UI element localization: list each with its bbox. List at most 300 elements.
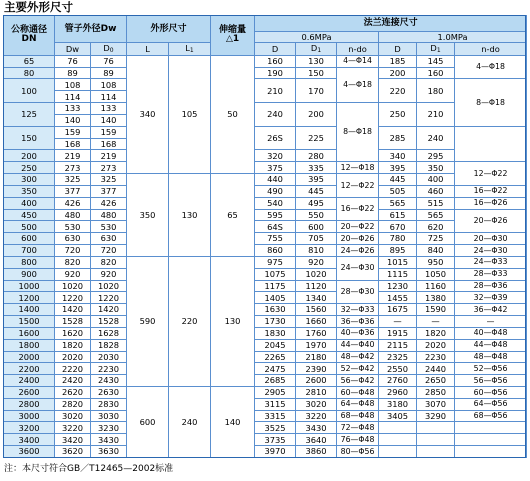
dn-cell: 1000 — [4, 280, 55, 292]
d0-cell: 1528 — [91, 316, 127, 328]
flange-06-D-cell: 755 — [255, 233, 296, 245]
dw-cell: 1420 — [55, 304, 91, 316]
dn-cell: 3000 — [4, 410, 55, 422]
flange-10-ndo-cell: 24—Φ30 — [455, 245, 527, 257]
header-dw: Dw — [55, 43, 91, 56]
flange-10-D1-cell: 145 — [417, 55, 455, 67]
flange-06-D-cell: 1075 — [255, 268, 296, 280]
flange-06-D-cell: 2685 — [255, 375, 296, 387]
flange-10-ndo-cell: 60—Φ56 — [455, 386, 527, 398]
dn-cell: 600 — [4, 233, 55, 245]
header-p10: 1.0MPa — [379, 32, 527, 43]
dw-cell: 630 — [55, 233, 91, 245]
dn-cell: 2600 — [4, 386, 55, 398]
d0-cell: 2430 — [91, 375, 127, 387]
dn-cell: 3600 — [4, 446, 55, 458]
flange-10-D1-cell: — — [417, 316, 455, 328]
flange-06-D-cell: 490 — [255, 185, 296, 197]
header-L1-main: L — [185, 42, 190, 53]
dw-cell: 2220 — [55, 363, 91, 375]
dn-cell: 700 — [4, 245, 55, 257]
dn-cell: 1600 — [4, 327, 55, 339]
flange-10-ndo-cell: 12—Φ22 — [455, 162, 527, 186]
flange-06-D1-cell: 705 — [296, 233, 337, 245]
flange-06-D-cell: 860 — [255, 245, 296, 257]
standard-note: 注：本尺寸符合GB／T12465—2002标准 — [4, 464, 174, 474]
flange-10-D1-cell: 950 — [417, 256, 455, 268]
flange-10-D-cell: 2550 — [379, 363, 417, 375]
dw-cell: 1528 — [55, 316, 91, 328]
flange-10-D-cell: — — [379, 316, 417, 328]
flange-10-D1-cell: 1050 — [417, 268, 455, 280]
flange-06-D1-cell: 495 — [296, 197, 337, 209]
dw-cell: 480 — [55, 209, 91, 221]
flange-10-ndo-cell: 16—Φ26 — [455, 197, 527, 209]
flange-10-D-cell: 395 — [379, 162, 417, 174]
flange-06-ndo-cell: 44—Φ40 — [337, 339, 379, 351]
dw-cell: 2820 — [55, 398, 91, 410]
flange-06-D1-cell: 2180 — [296, 351, 337, 363]
flange-06-ndo-cell: 16—Φ22 — [337, 197, 379, 221]
flange-10-ndo-cell: 44—Φ48 — [455, 339, 527, 351]
flange-06-D1-cell: 1660 — [296, 316, 337, 328]
flange-06-D1-cell: 2390 — [296, 363, 337, 375]
d0-cell: 108 — [91, 79, 127, 91]
length-L1-cell: 220 — [169, 256, 211, 386]
flange-06-ndo-cell: 76—Φ48 — [337, 434, 379, 446]
flange-10-D-cell: 565 — [379, 197, 417, 209]
dw-cell: 114 — [55, 91, 91, 103]
flange-06-D-cell: 540 — [255, 197, 296, 209]
flange-10-D1-cell: 565 — [417, 209, 455, 221]
dw-cell: 3420 — [55, 434, 91, 446]
flange-10-D1-cell: 725 — [417, 233, 455, 245]
dw-cell: 140 — [55, 114, 91, 126]
flange-10-D1-cell: 160 — [417, 67, 455, 79]
flange-10-D-cell: 340 — [379, 150, 417, 162]
flange-10-D1-cell: 3290 — [417, 410, 455, 422]
flange-06-D-cell: 64S — [255, 221, 296, 233]
length-L-cell: 590 — [127, 256, 169, 386]
flange-06-D1-cell: 1120 — [296, 280, 337, 292]
flange-06-ndo-cell: 12—Φ22 — [337, 174, 379, 198]
flange-06-D1-cell: 1560 — [296, 304, 337, 316]
flange-06-D1-cell: 335 — [296, 162, 337, 174]
flange-10-D1-cell: 515 — [417, 197, 455, 209]
flange-10-D1-cell: 620 — [417, 221, 455, 233]
flange-06-D-cell: 2905 — [255, 386, 296, 398]
flange-10-D-cell: 220 — [379, 79, 417, 103]
dn-cell: 80 — [4, 67, 55, 79]
flange-06-ndo-cell: 20—Φ22 — [337, 221, 379, 233]
dw-cell: 1220 — [55, 292, 91, 304]
header-d0-subscript: 0 — [109, 46, 114, 54]
flange-06-D-cell: 3525 — [255, 422, 296, 434]
flange-10-D-cell: 2325 — [379, 351, 417, 363]
d0-cell: 3630 — [91, 446, 127, 458]
expansion-cell: 130 — [211, 256, 255, 386]
flange-06-D-cell: 3970 — [255, 446, 296, 458]
flange-06-ndo-cell: 12—Φ18 — [337, 162, 379, 174]
dw-cell: 2020 — [55, 351, 91, 363]
d0-cell: 480 — [91, 209, 127, 221]
flange-10-D1-cell: 295 — [417, 150, 455, 162]
flange-06-D1-cell: 1970 — [296, 339, 337, 351]
flange-10-D1-cell: 210 — [417, 103, 455, 127]
dn-cell: 500 — [4, 221, 55, 233]
d0-cell: 820 — [91, 256, 127, 268]
flange-10-D1-cell: 2650 — [417, 375, 455, 387]
d0-cell: 219 — [91, 150, 127, 162]
flange-06-D1-cell: 920 — [296, 256, 337, 268]
flange-06-D-cell: 190 — [255, 67, 296, 79]
flange-10-D1-cell: 2850 — [417, 386, 455, 398]
flange-06-D1-cell: 3020 — [296, 398, 337, 410]
flange-06-ndo-cell: 64—Φ48 — [337, 398, 379, 410]
flange-06-D1-cell: 600 — [296, 221, 337, 233]
dn-cell: 300 — [4, 174, 55, 186]
dw-cell: 920 — [55, 268, 91, 280]
flange-06-D-cell: 1630 — [255, 304, 296, 316]
flange-10-ndo-cell: 24—Φ33 — [455, 256, 527, 268]
flange-10-ndo-cell: 28—Φ33 — [455, 268, 527, 280]
d0-cell: 2230 — [91, 363, 127, 375]
header-pipe: 管子外径Dw — [55, 16, 127, 43]
flange-06-D1-cell: 3860 — [296, 446, 337, 458]
d0-cell: 140 — [91, 114, 127, 126]
flange-06-ndo-cell: 60—Φ48 — [337, 386, 379, 398]
flange-10-D-cell: 1915 — [379, 327, 417, 339]
flange-10-D1-cell: 3070 — [417, 398, 455, 410]
flange-06-ndo-cell: 72—Φ48 — [337, 422, 379, 434]
dn-cell: 3200 — [4, 422, 55, 434]
flange-10-D1-cell: 2440 — [417, 363, 455, 375]
header-L1-subscript: 1 — [189, 46, 194, 54]
flange-10-D-cell: 285 — [379, 126, 417, 150]
dw-cell: 3620 — [55, 446, 91, 458]
table-frame — [3, 15, 526, 458]
dw-cell: 530 — [55, 221, 91, 233]
header-ndo-10: n-do — [455, 43, 527, 56]
flange-06-D-cell: 160 — [255, 55, 296, 67]
d0-cell: 920 — [91, 268, 127, 280]
flange-10-D-cell: 1675 — [379, 304, 417, 316]
flange-06-D-cell: 3115 — [255, 398, 296, 410]
flange-06-D1-cell: 225 — [296, 126, 337, 150]
header-dn-label: 公称通径 — [10, 25, 47, 36]
flange-10-D-cell: 250 — [379, 103, 417, 127]
header-D-10: D — [379, 43, 417, 56]
length-L1-cell: 130 — [169, 174, 211, 257]
dn-cell: 2400 — [4, 375, 55, 387]
d0-cell: 1220 — [91, 292, 127, 304]
flange-10-ndo-cell: 56—Φ56 — [455, 375, 527, 387]
flange-10-D-cell: 505 — [379, 185, 417, 197]
dw-cell: 76 — [55, 55, 91, 67]
flange-10-D-cell: 2960 — [379, 386, 417, 398]
dw-cell: 325 — [55, 174, 91, 186]
flange-10-ndo-cell: 52—Φ56 — [455, 363, 527, 375]
expansion-cell: 140 — [211, 386, 255, 457]
flange-06-D-cell: 2045 — [255, 339, 296, 351]
flange-06-ndo-cell: 32—Φ33 — [337, 304, 379, 316]
flange-06-D1-cell: 3430 — [296, 422, 337, 434]
flange-10-ndo-cell: 68—Φ56 — [455, 410, 527, 422]
flange-06-D1-cell: 2600 — [296, 375, 337, 387]
flange-06-D1-cell: 550 — [296, 209, 337, 221]
flange-06-ndo-cell: 4—Φ14 — [337, 55, 379, 67]
d0-cell: 2630 — [91, 386, 127, 398]
flange-10-D-cell: 1015 — [379, 256, 417, 268]
dw-cell: 377 — [55, 185, 91, 197]
flange-06-ndo-cell: 56—Φ42 — [337, 375, 379, 387]
flange-06-ndo-cell: 80—Φ56 — [337, 446, 379, 458]
flange-06-D-cell: 1175 — [255, 280, 296, 292]
d0-cell: 325 — [91, 174, 127, 186]
d0-cell: 76 — [91, 55, 127, 67]
d0-cell: 89 — [91, 67, 127, 79]
d0-cell: 2830 — [91, 398, 127, 410]
flange-06-D-cell: 440 — [255, 174, 296, 186]
flange-06-D1-cell: 1020 — [296, 268, 337, 280]
flange-06-ndo-cell: 24—Φ30 — [337, 256, 379, 280]
header-D-06: D — [255, 43, 296, 56]
header-dn-sub: DN — [21, 34, 37, 45]
d0-cell: 1628 — [91, 327, 127, 339]
flange-06-D-cell: 1730 — [255, 316, 296, 328]
d0-cell: 426 — [91, 197, 127, 209]
d0-cell: 114 — [91, 91, 127, 103]
length-L-cell: 340 — [127, 55, 169, 173]
flange-10-ndo-cell: 4—Φ18 — [455, 55, 527, 79]
d0-cell: 720 — [91, 245, 127, 257]
d0-cell: 1420 — [91, 304, 127, 316]
d0-cell: 2030 — [91, 351, 127, 363]
dn-cell: 350 — [4, 185, 55, 197]
flange-06-D1-cell: 280 — [296, 150, 337, 162]
flange-10-D-cell: 3405 — [379, 410, 417, 422]
d0-cell: 1828 — [91, 339, 127, 351]
header-D1-10-subscript: 1 — [436, 46, 441, 54]
dn-cell: 200 — [4, 150, 55, 162]
flange-10-D-cell: 2115 — [379, 339, 417, 351]
flange-06-D1-cell: 150 — [296, 67, 337, 79]
header-flange: 法兰连接尺寸 — [255, 16, 527, 32]
flange-10-ndo-cell: 8—Φ18 — [455, 79, 527, 126]
flange-06-D-cell: 210 — [255, 79, 296, 103]
d0-cell: 273 — [91, 162, 127, 174]
flange-06-D1-cell: 1760 — [296, 327, 337, 339]
dn-cell: 2200 — [4, 363, 55, 375]
flange-06-D-cell: 2475 — [255, 363, 296, 375]
dn-cell: 150 — [4, 126, 55, 150]
dn-cell: 2800 — [4, 398, 55, 410]
flange-10-ndo-cell: 32—Φ39 — [455, 292, 527, 304]
flange-10-D1-cell: 400 — [417, 174, 455, 186]
dw-cell: 1820 — [55, 339, 91, 351]
flange-06-ndo-cell: 48—Φ42 — [337, 351, 379, 363]
flange-06-D1-cell: 395 — [296, 174, 337, 186]
flange-06-D-cell: 975 — [255, 256, 296, 268]
dn-cell: 65 — [4, 55, 55, 67]
flange-06-ndo-cell: 28—Φ30 — [337, 280, 379, 304]
d0-cell: 3430 — [91, 434, 127, 446]
flange-10-D1-cell: 180 — [417, 79, 455, 103]
flange-06-D-cell: 240 — [255, 103, 296, 127]
header-outline: 外形尺寸 — [127, 16, 211, 43]
flange-06-D1-cell: 3220 — [296, 410, 337, 422]
header-d0-main: D — [103, 42, 110, 53]
flange-10-ndo-cell: 20—Φ30 — [455, 233, 527, 245]
flange-06-ndo-cell: 20—Φ26 — [337, 233, 379, 245]
d0-cell: 3230 — [91, 422, 127, 434]
flange-06-D1-cell: 810 — [296, 245, 337, 257]
flange-06-D1-cell: 1340 — [296, 292, 337, 304]
dw-cell: 1020 — [55, 280, 91, 292]
dw-cell: 159 — [55, 126, 91, 138]
flange-10-ndo-cell: 48—Φ48 — [455, 351, 527, 363]
header-D1-06-main: D — [310, 42, 318, 53]
flange-06-D1-cell: 200 — [296, 103, 337, 127]
flange-10-D-cell: 615 — [379, 209, 417, 221]
flange-10-D1-cell: 460 — [417, 185, 455, 197]
dw-cell: 426 — [55, 197, 91, 209]
length-L-cell: 600 — [127, 386, 169, 457]
dn-cell: 450 — [4, 209, 55, 221]
dn-cell: 250 — [4, 162, 55, 174]
dn-cell: 100 — [4, 79, 55, 103]
flange-06-D-cell: 2265 — [255, 351, 296, 363]
flange-06-ndo-cell: 8—Φ18 — [337, 103, 379, 162]
flange-06-D-cell: 1405 — [255, 292, 296, 304]
flange-10-D-cell: 670 — [379, 221, 417, 233]
flange-06-D-cell: 3735 — [255, 434, 296, 446]
flange-10-D1-cell: 1160 — [417, 280, 455, 292]
d0-cell: 630 — [91, 233, 127, 245]
flange-06-D-cell: 595 — [255, 209, 296, 221]
flange-06-ndo-cell: 36—Φ36 — [337, 316, 379, 328]
flange-10-D1-cell: 840 — [417, 245, 455, 257]
flange-10-D1-cell: 1590 — [417, 304, 455, 316]
d0-cell: 133 — [91, 103, 127, 115]
flange-10-ndo-cell: 20—Φ26 — [455, 209, 527, 233]
flange-06-D1-cell: 130 — [296, 55, 337, 67]
dn-cell: 1200 — [4, 292, 55, 304]
flange-06-ndo-cell: 52—Φ42 — [337, 363, 379, 375]
flange-10-ndo-cell: 16—Φ22 — [455, 185, 527, 197]
flange-10-D-cell: 185 — [379, 55, 417, 67]
flange-10-D1-cell: 350 — [417, 162, 455, 174]
header-expansion-sub: △1 — [225, 34, 240, 45]
flange-06-ndo-cell: 68—Φ48 — [337, 410, 379, 422]
flange-10-D-cell: 1455 — [379, 292, 417, 304]
dw-cell: 2620 — [55, 386, 91, 398]
d0-cell: 3030 — [91, 410, 127, 422]
flange-06-D-cell: 375 — [255, 162, 296, 174]
dw-cell: 273 — [55, 162, 91, 174]
flange-06-D1-cell: 3640 — [296, 434, 337, 446]
dn-cell: 125 — [4, 103, 55, 127]
flange-10-ndo-cell: 36—Φ42 — [455, 304, 527, 316]
d0-cell: 168 — [91, 138, 127, 150]
flange-06-D-cell: 3315 — [255, 410, 296, 422]
length-L1-cell: 105 — [169, 55, 211, 173]
dw-cell: 3220 — [55, 422, 91, 434]
flange-10-D-cell: 1230 — [379, 280, 417, 292]
flange-06-D-cell: 320 — [255, 150, 296, 162]
dw-cell: 168 — [55, 138, 91, 150]
flange-10-ndo-cell: 40—Φ48 — [455, 327, 527, 339]
dn-cell: 400 — [4, 197, 55, 209]
dn-cell: 1800 — [4, 339, 55, 351]
flange-06-ndo-cell: 24—Φ26 — [337, 245, 379, 257]
flange-06-ndo-cell: 40—Φ36 — [337, 327, 379, 339]
dw-cell: 820 — [55, 256, 91, 268]
header-expansion-label: 伸缩量 — [219, 25, 247, 36]
dw-cell: 108 — [55, 79, 91, 91]
dw-cell: 3020 — [55, 410, 91, 422]
flange-10-D1-cell: 2020 — [417, 339, 455, 351]
flange-10-D-cell: 780 — [379, 233, 417, 245]
header-D1-06-subscript: 1 — [317, 46, 322, 54]
flange-10-D-cell: 3180 — [379, 398, 417, 410]
dn-cell: 1500 — [4, 316, 55, 328]
dn-cell: 900 — [4, 268, 55, 280]
flange-10-D1-cell: 2230 — [417, 351, 455, 363]
flange-10-D1-cell: 240 — [417, 126, 455, 150]
flange-06-D1-cell: 445 — [296, 185, 337, 197]
header-ndo-06: n-do — [337, 43, 379, 56]
d0-cell: 530 — [91, 221, 127, 233]
dw-cell: 720 — [55, 245, 91, 257]
flange-10-D-cell: 445 — [379, 174, 417, 186]
dn-cell: 3400 — [4, 434, 55, 446]
dn-cell: 800 — [4, 256, 55, 268]
dn-cell: 2000 — [4, 351, 55, 363]
dw-cell: 2420 — [55, 375, 91, 387]
flange-06-ndo-cell: 4—Φ18 — [337, 67, 379, 102]
flange-10-D-cell: 895 — [379, 245, 417, 257]
header-D1-10-main: D — [430, 42, 437, 53]
flange-10-D1-cell: 1380 — [417, 292, 455, 304]
d0-cell: 1020 — [91, 280, 127, 292]
flange-10-D-cell: 2760 — [379, 375, 417, 387]
dw-cell: 133 — [55, 103, 91, 115]
d0-cell: 159 — [91, 126, 127, 138]
flange-10-D-cell: 200 — [379, 67, 417, 79]
flange-10-ndo-cell: — — [455, 316, 527, 328]
flange-06-D-cell: 26S — [255, 126, 296, 150]
dn-cell: 1400 — [4, 304, 55, 316]
page-title: 主要外形尺寸 — [4, 0, 73, 14]
header-L: L — [127, 43, 169, 56]
flange-10-ndo-cell: 28—Φ36 — [455, 280, 527, 292]
dw-cell: 219 — [55, 150, 91, 162]
flange-06-D1-cell: 170 — [296, 79, 337, 103]
expansion-cell: 65 — [211, 174, 255, 257]
dw-cell: 1620 — [55, 327, 91, 339]
header-p06: 0.6MPa — [255, 32, 379, 43]
expansion-cell: 50 — [211, 55, 255, 173]
flange-06-D-cell: 1830 — [255, 327, 296, 339]
flange-10-D-cell: 1115 — [379, 268, 417, 280]
length-L1-cell: 240 — [169, 386, 211, 457]
length-L-cell: 350 — [127, 174, 169, 257]
flange-10-D1-cell: 1820 — [417, 327, 455, 339]
d0-cell: 377 — [91, 185, 127, 197]
flange-06-D1-cell: 2810 — [296, 386, 337, 398]
dw-cell: 89 — [55, 67, 91, 79]
